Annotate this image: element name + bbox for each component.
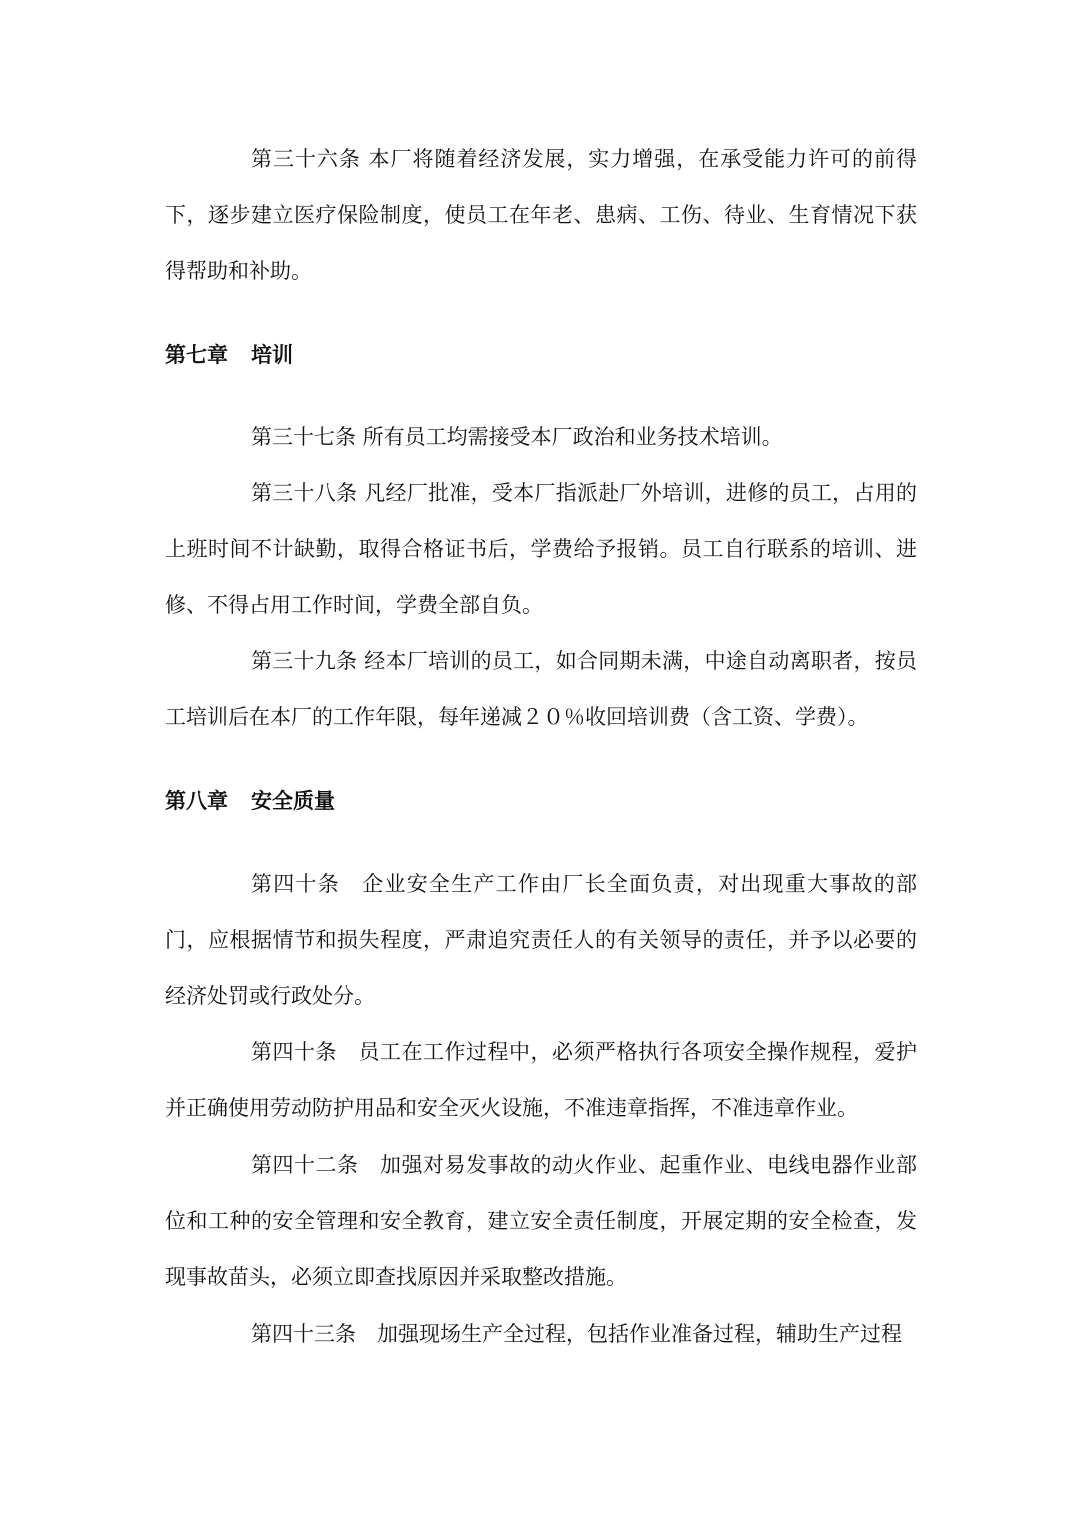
article-39: 第三十九条 经本厂培训的员工，如合同期未满，中途自动离职者，按员工培训后在本厂的工作年限，每年递减２０％收回培训费（含工资、学费）。 [165,649,917,729]
article-40: 第四十条 企业安全生产工作由厂长全面负责，对出现重大事故的部门，应根据情节和损失程度，严肃追究责任人的有关领导的责任，并予以必要的经济处罚或行政处分。 [165,872,917,1008]
chapter-7-number: 第七章 [165,343,228,367]
article-37: 第三十七条 所有员工均需接受本厂政治和业务技术培训。 [251,425,783,449]
article-36: 第三十六条 本厂将随着经济发展，实力增强，在承受能力许可的前得下，逐步建立医疗保险制度，使员工在年老、患病、工伤、待业、生育情况下获得帮助和补助。 [165,147,917,283]
chapter-7-title: 培训 [251,343,293,367]
article-41: 第四十条 员工在工作过程中，必须严格执行各项安全操作规程，爱护并正确使用劳动防护用品和安全灭火设施，不准违章指挥，不准违章作业。 [165,1040,917,1120]
chapter-8-number: 第八章 [165,789,228,813]
chapter-8-title: 安全质量 [251,789,335,813]
chapter-8-heading [165,786,335,816]
article-43: 第四十三条 加强现场生产全过程，包括作业准备过程，辅助生产过程 [251,1322,902,1346]
chapter-7-heading [165,340,293,370]
article-38: 第三十八条 凡经厂批准，受本厂指派赴厂外培训，进修的员工，占用的上班时间不计缺勤，取得合格证书后，学费给予报销。员工自行联系的培训、进修、不得占用工作时间，学费全部自负。 [165,481,917,617]
article-42: 第四十二条 加强对易发事故的动火作业、起重作业、电线电器作业部位和工种的安全管理和安全教育，建立安全责任制度，开展定期的安全检查，发现事故苗头，必须立即查找原因并采取整改措施。 [165,1153,917,1289]
